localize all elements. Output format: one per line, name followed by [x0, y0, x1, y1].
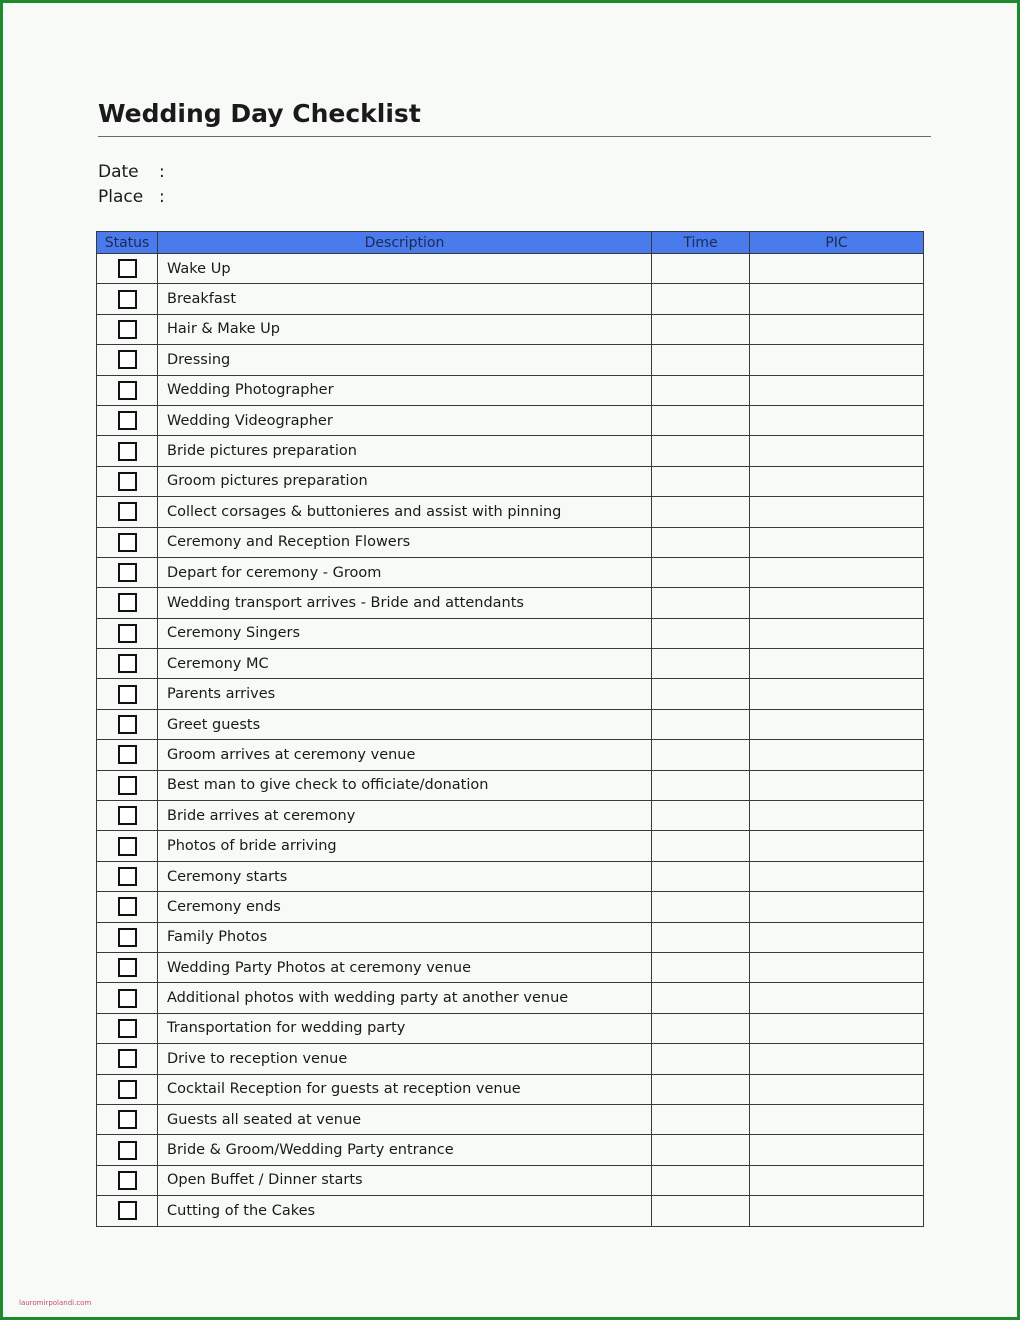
time-cell[interactable] — [652, 405, 750, 435]
time-cell[interactable] — [652, 679, 750, 709]
description-cell: Wedding transport arrives - Bride and attendants — [158, 588, 652, 618]
status-cell — [97, 527, 158, 557]
time-header: Time — [652, 232, 750, 254]
table-row — [97, 1013, 924, 1043]
description-cell: Bride pictures preparation — [158, 436, 652, 466]
date-field — [98, 162, 165, 182]
description-cell: Open Buffet / Dinner starts — [158, 1165, 652, 1195]
table-row — [97, 405, 924, 435]
table-row — [97, 649, 924, 679]
description-cell: Wake Up — [158, 254, 652, 284]
description-cell: Ceremony Singers — [158, 618, 652, 648]
pic-cell[interactable] — [750, 983, 924, 1013]
description-cell: Dressing — [158, 345, 652, 375]
status-checkbox[interactable] — [118, 928, 137, 947]
time-cell[interactable] — [652, 588, 750, 618]
table-header-row — [97, 232, 924, 254]
status-checkbox[interactable] — [118, 776, 137, 795]
pic-cell[interactable] — [750, 466, 924, 496]
time-cell[interactable] — [652, 1135, 750, 1165]
description-cell: Cocktail Reception for guests at reception venue — [158, 1074, 652, 1104]
time-cell[interactable] — [652, 922, 750, 952]
status-checkbox[interactable] — [118, 1110, 137, 1129]
description-cell: Collect corsages & buttonieres and assist with pinning — [158, 497, 652, 527]
status-checkbox[interactable] — [118, 837, 137, 856]
time-cell[interactable] — [652, 770, 750, 800]
table-row — [97, 1044, 924, 1074]
description-cell: Ceremony MC — [158, 649, 652, 679]
description-header: Description — [158, 232, 652, 254]
status-checkbox[interactable] — [118, 442, 137, 461]
pic-cell[interactable] — [750, 527, 924, 557]
table-row — [97, 922, 924, 952]
pic-cell[interactable] — [750, 679, 924, 709]
status-cell — [97, 679, 158, 709]
description-cell: Bride arrives at ceremony — [158, 801, 652, 831]
table-row — [97, 284, 924, 314]
description-cell: Wedding Photographer — [158, 375, 652, 405]
description-cell: Photos of bride arriving — [158, 831, 652, 861]
status-cell — [97, 740, 158, 770]
description-cell: Groom pictures preparation — [158, 466, 652, 496]
pic-cell[interactable] — [750, 892, 924, 922]
status-checkbox[interactable] — [118, 350, 137, 369]
status-cell — [97, 436, 158, 466]
table-row — [97, 801, 924, 831]
status-checkbox[interactable] — [118, 259, 137, 278]
time-cell[interactable] — [652, 527, 750, 557]
status-cell — [97, 1165, 158, 1195]
status-cell — [97, 801, 158, 831]
status-cell — [97, 345, 158, 375]
pic-cell[interactable] — [750, 952, 924, 982]
pic-cell[interactable] — [750, 770, 924, 800]
place-field — [98, 187, 165, 207]
status-cell — [97, 1135, 158, 1165]
time-cell[interactable] — [652, 801, 750, 831]
status-cell — [97, 466, 158, 496]
time-cell[interactable] — [652, 436, 750, 466]
time-cell[interactable] — [652, 709, 750, 739]
time-cell[interactable] — [652, 1104, 750, 1134]
table-row — [97, 436, 924, 466]
pic-cell[interactable] — [750, 345, 924, 375]
description-cell: Groom arrives at ceremony venue — [158, 740, 652, 770]
pic-cell[interactable] — [750, 1165, 924, 1195]
status-cell — [97, 314, 158, 344]
pic-cell[interactable] — [750, 861, 924, 891]
time-cell[interactable] — [652, 1196, 750, 1226]
status-checkbox[interactable] — [118, 897, 137, 916]
table-row — [97, 952, 924, 982]
time-cell[interactable] — [652, 1044, 750, 1074]
time-cell[interactable] — [652, 861, 750, 891]
table-row — [97, 314, 924, 344]
pic-cell[interactable] — [750, 1104, 924, 1134]
table-row — [97, 1135, 924, 1165]
time-cell[interactable] — [652, 254, 750, 284]
pic-cell[interactable] — [750, 1044, 924, 1074]
pic-cell[interactable] — [750, 740, 924, 770]
time-cell[interactable] — [652, 740, 750, 770]
description-cell: Drive to reception venue — [158, 1044, 652, 1074]
time-cell[interactable] — [652, 284, 750, 314]
description-cell: Depart for ceremony - Groom — [158, 557, 652, 587]
table-row — [97, 1196, 924, 1226]
pic-cell[interactable] — [750, 557, 924, 587]
time-cell[interactable] — [652, 649, 750, 679]
time-cell[interactable] — [652, 375, 750, 405]
table-row — [97, 466, 924, 496]
watermark: lauromirpolandi.com — [19, 1299, 92, 1307]
status-cell — [97, 983, 158, 1013]
pic-cell[interactable] — [750, 922, 924, 952]
table-row — [97, 618, 924, 648]
status-cell — [97, 709, 158, 739]
time-cell[interactable] — [652, 345, 750, 375]
time-cell[interactable] — [652, 892, 750, 922]
status-checkbox[interactable] — [118, 958, 137, 977]
pic-cell[interactable] — [750, 1135, 924, 1165]
status-checkbox[interactable] — [118, 472, 137, 491]
status-checkbox[interactable] — [118, 502, 137, 521]
pic-cell[interactable] — [750, 254, 924, 284]
status-checkbox[interactable] — [118, 381, 137, 400]
description-cell: Ceremony ends — [158, 892, 652, 922]
place-separator: : — [159, 187, 165, 207]
pic-cell[interactable] — [750, 1196, 924, 1226]
description-cell: Bride & Groom/Wedding Party entrance — [158, 1135, 652, 1165]
table-row — [97, 527, 924, 557]
status-cell — [97, 1104, 158, 1134]
place-label: Place — [98, 187, 144, 207]
table-row — [97, 709, 924, 739]
table-row — [97, 679, 924, 709]
status-cell — [97, 588, 158, 618]
pic-cell[interactable] — [750, 588, 924, 618]
description-cell: Guests all seated at venue — [158, 1104, 652, 1134]
time-cell[interactable] — [652, 831, 750, 861]
description-cell: Greet guests — [158, 709, 652, 739]
pic-cell[interactable] — [750, 618, 924, 648]
status-cell — [97, 770, 158, 800]
status-checkbox[interactable] — [118, 1019, 137, 1038]
status-checkbox[interactable] — [118, 715, 137, 734]
title-divider — [98, 136, 931, 137]
status-cell — [97, 892, 158, 922]
table-row — [97, 861, 924, 891]
status-cell — [97, 922, 158, 952]
table-row — [97, 740, 924, 770]
status-cell — [97, 1013, 158, 1043]
description-cell: Best man to give check to officiate/donation — [158, 770, 652, 800]
status-cell — [97, 649, 158, 679]
status-checkbox[interactable] — [118, 624, 137, 643]
pic-cell[interactable] — [750, 1013, 924, 1043]
pic-cell[interactable] — [750, 1074, 924, 1104]
table-row — [97, 345, 924, 375]
page-title: Wedding Day Checklist — [98, 99, 421, 128]
table-row — [97, 983, 924, 1013]
time-cell[interactable] — [652, 618, 750, 648]
status-checkbox[interactable] — [118, 290, 137, 309]
status-cell — [97, 284, 158, 314]
pic-header: PIC — [750, 232, 924, 254]
status-cell — [97, 405, 158, 435]
status-checkbox[interactable] — [118, 1201, 137, 1220]
status-cell — [97, 557, 158, 587]
table-row — [97, 1165, 924, 1195]
status-cell — [97, 375, 158, 405]
status-cell — [97, 618, 158, 648]
time-cell[interactable] — [652, 952, 750, 982]
status-checkbox[interactable] — [118, 867, 137, 886]
time-cell[interactable] — [652, 314, 750, 344]
status-cell — [97, 1196, 158, 1226]
status-cell — [97, 831, 158, 861]
description-cell: Breakfast — [158, 284, 652, 314]
status-checkbox[interactable] — [118, 1049, 137, 1068]
time-cell[interactable] — [652, 1074, 750, 1104]
pic-cell[interactable] — [750, 436, 924, 466]
description-cell: Additional photos with wedding party at another venue — [158, 983, 652, 1013]
status-checkbox[interactable] — [118, 320, 137, 339]
table-row — [97, 375, 924, 405]
description-cell: Parents arrives — [158, 679, 652, 709]
description-cell: Ceremony and Reception Flowers — [158, 527, 652, 557]
status-checkbox[interactable] — [118, 745, 137, 764]
status-checkbox[interactable] — [118, 1141, 137, 1160]
status-cell — [97, 952, 158, 982]
status-checkbox[interactable] — [118, 411, 137, 430]
table-row — [97, 254, 924, 284]
status-checkbox[interactable] — [118, 533, 137, 552]
status-header: Status — [97, 232, 158, 254]
date-label: Date — [98, 162, 139, 182]
date-separator: : — [159, 162, 165, 182]
status-checkbox[interactable] — [118, 989, 137, 1008]
table-row — [97, 557, 924, 587]
table-row — [97, 770, 924, 800]
description-cell: Ceremony starts — [158, 861, 652, 891]
table-row — [97, 497, 924, 527]
pic-cell[interactable] — [750, 649, 924, 679]
pic-cell[interactable] — [750, 375, 924, 405]
pic-cell[interactable] — [750, 405, 924, 435]
pic-cell[interactable] — [750, 831, 924, 861]
description-cell: Hair & Make Up — [158, 314, 652, 344]
time-cell[interactable] — [652, 557, 750, 587]
status-checkbox[interactable] — [118, 685, 137, 704]
time-cell[interactable] — [652, 466, 750, 496]
table-row — [97, 1104, 924, 1134]
status-checkbox[interactable] — [118, 1080, 137, 1099]
description-cell: Family Photos — [158, 922, 652, 952]
time-cell[interactable] — [652, 983, 750, 1013]
description-cell: Wedding Videographer — [158, 405, 652, 435]
pic-cell[interactable] — [750, 314, 924, 344]
time-cell[interactable] — [652, 497, 750, 527]
checklist-table — [96, 231, 924, 1227]
status-checkbox[interactable] — [118, 654, 137, 673]
time-cell[interactable] — [652, 1013, 750, 1043]
pic-cell[interactable] — [750, 709, 924, 739]
status-cell — [97, 254, 158, 284]
status-checkbox[interactable] — [118, 563, 137, 582]
table-row — [97, 831, 924, 861]
pic-cell[interactable] — [750, 497, 924, 527]
time-cell[interactable] — [652, 1165, 750, 1195]
status-cell — [97, 861, 158, 891]
status-cell — [97, 497, 158, 527]
status-checkbox[interactable] — [118, 593, 137, 612]
status-cell — [97, 1074, 158, 1104]
checklist-body — [97, 254, 924, 1227]
table-row — [97, 1074, 924, 1104]
status-cell — [97, 1044, 158, 1074]
description-cell: Cutting of the Cakes — [158, 1196, 652, 1226]
pic-cell[interactable] — [750, 801, 924, 831]
description-cell: Transportation for wedding party — [158, 1013, 652, 1043]
table-row — [97, 588, 924, 618]
status-checkbox[interactable] — [118, 806, 137, 825]
status-checkbox[interactable] — [118, 1171, 137, 1190]
pic-cell[interactable] — [750, 284, 924, 314]
description-cell: Wedding Party Photos at ceremony venue — [158, 952, 652, 982]
table-row — [97, 892, 924, 922]
